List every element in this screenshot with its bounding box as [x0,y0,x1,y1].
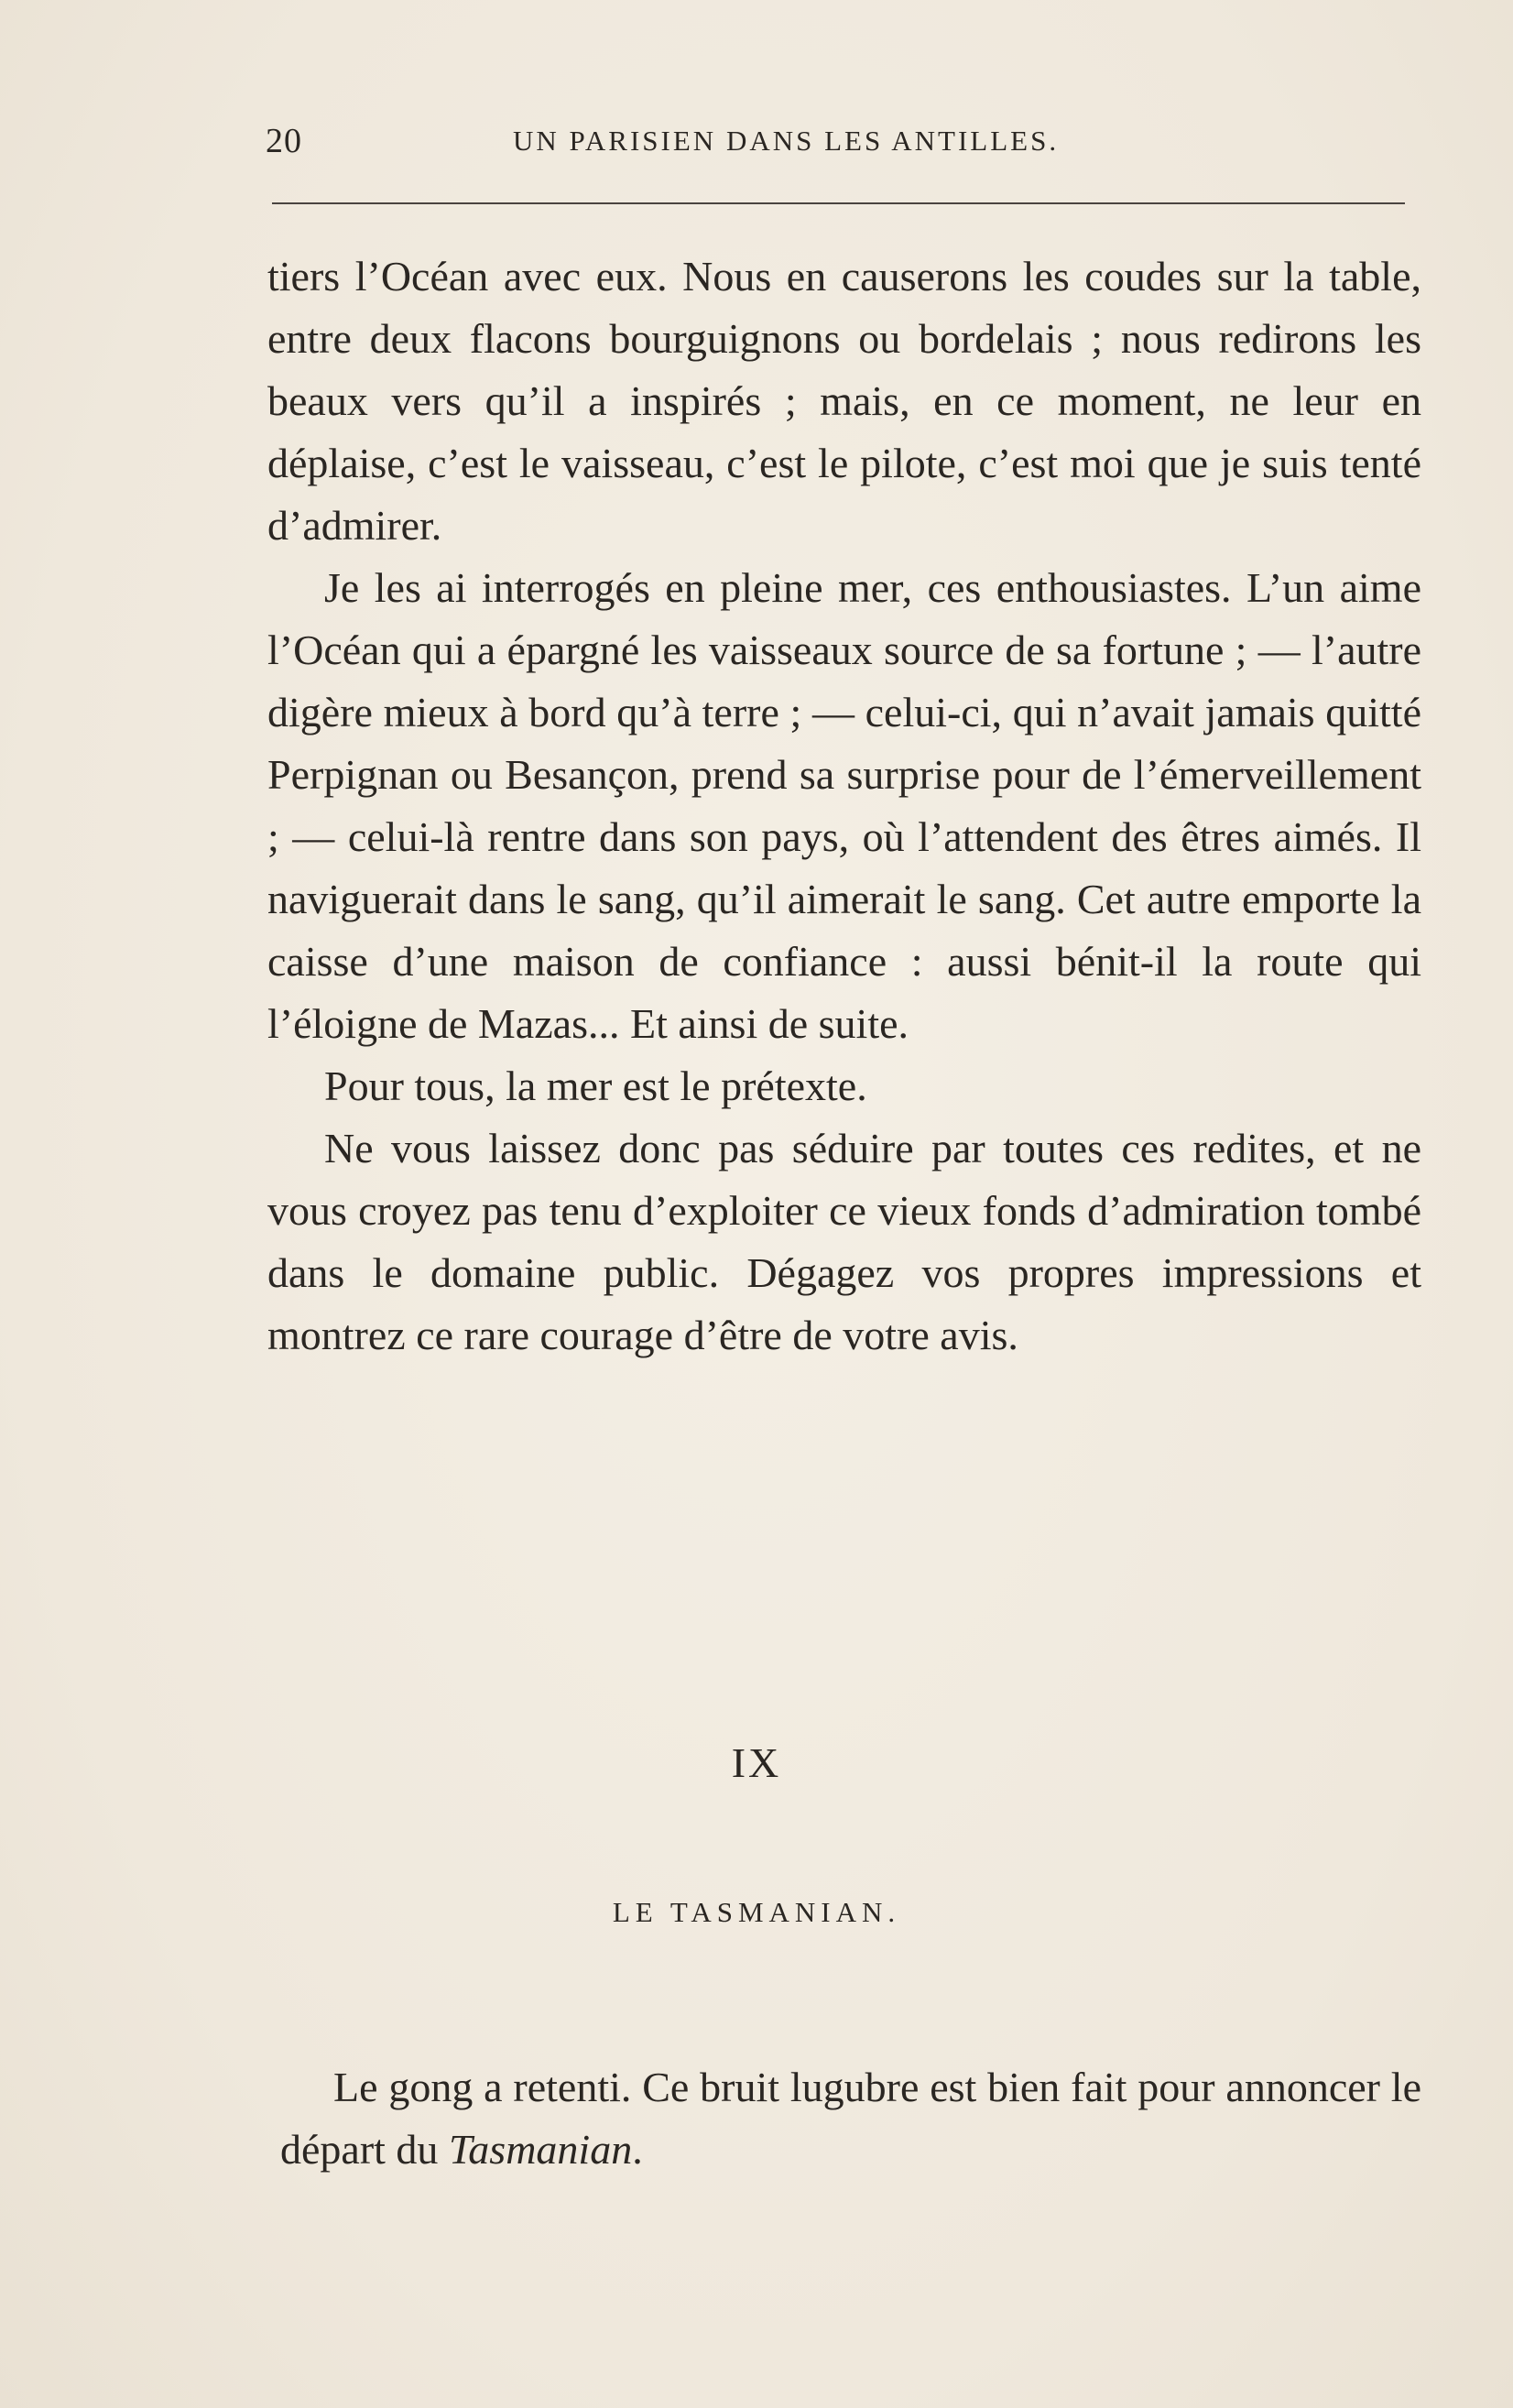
chapter-title: LE TASMANIAN. [612,1896,901,1928]
paragraph-gong [280,2056,1421,2181]
ship-name: Tasmanian [448,2126,633,2173]
chapter-number: IX [731,1739,782,1786]
paragraph-continuation: tiers l’Océan avec eux. Nous en causerons les coudes sur la table, entre deux flacons bourguignons ou bordelais ; nous redirons les beaux vers qu’il a inspirés ; mais, en ce moment, ne leur en déplaise, c’est le vaisseau, c’est le pilote, c’est moi que je suis tenté d’admirer. [267,253,1421,549]
body-text [267,245,1421,1367]
paragraph-enthusiasts: Je les ai interrogés en pleine mer, ces enthousiastes. L’un aime l’Océan qui a épargné les vaisseaux source de sa fortune ; — l’autre digère mieux à bord qu’à terre ; — celui-ci, qui n’avait jamais quitté Perpignan ou Besançon, prend sa surprise pour de l’émerveillement ; — celui-là rentre dans son pays, où l’attendent des êtres aimés. Il naviguerait dans le sang, qu’il aimerait le sang. Cet autre emporte la caisse d’une maison de confiance : aussi bénit-il la route qui l’éloigne de Mazas... Et ainsi de suite. [267,564,1421,1047]
paragraph-advice: Ne vous laissez donc pas séduire par toutes ces redites, et ne vous croyez pas tenu d’exploiter ce vieux fonds d’admiration tombé dans le domaine public. Dégagez vos propres impressions et montrez ce rare courage d’être de votre avis. [267,1125,1421,1358]
chapter-opening-text [280,2056,1421,2181]
running-title: UN PARISIEN DANS LES ANTILLES. [513,125,1060,157]
gong-text-end: . [632,2126,643,2173]
paragraph-pretext: Pour tous, la mer est le prétexte. [324,1062,867,1109]
page-number: 20 [266,122,302,160]
running-head [266,121,1416,167]
header-rule [272,202,1405,204]
gong-text: Le gong a retenti. Ce bruit lugubre est bien fait pour annoncer le départ du [280,2064,1421,2173]
